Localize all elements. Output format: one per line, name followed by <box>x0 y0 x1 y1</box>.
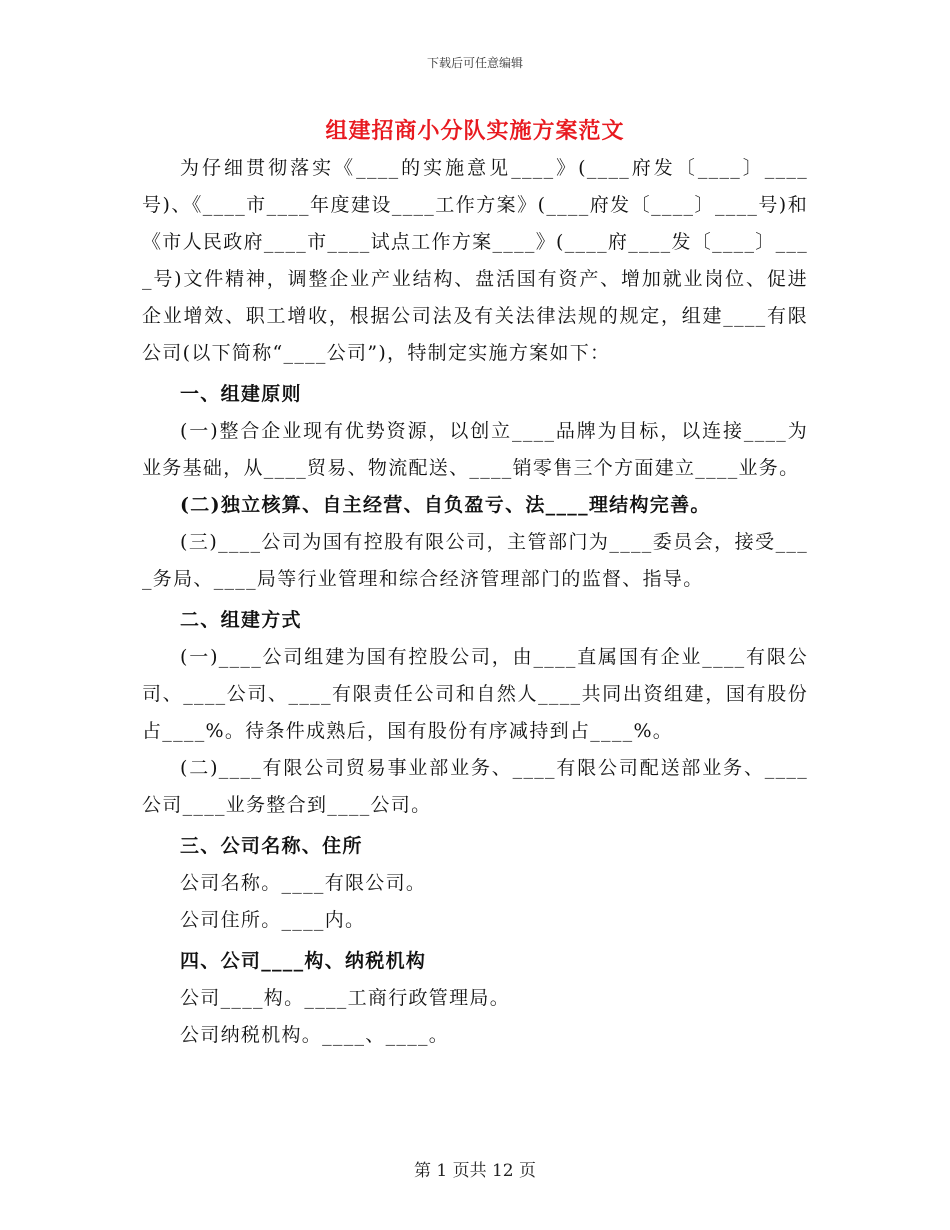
page-number-footer: 第 1 页共 12 页 <box>413 1161 537 1181</box>
section-paragraph-bold: (二)独立核算、自主经营、自负盈亏、法____理结构完善。 <box>180 494 711 516</box>
document-body <box>142 150 808 1054</box>
page-header-note: 下载后可任意编辑 <box>426 56 523 70</box>
section-registration-tax <box>142 939 808 1054</box>
document-title: 组建招商小分队实施方案范文 <box>325 118 625 144</box>
section-paragraph: 公司____构。____工商行政管理局。 <box>180 987 511 1009</box>
section-heading: 四、公司____构、纳税机构 <box>180 950 427 972</box>
section-paragraph: 公司纳税机构。____、____。 <box>180 1024 450 1046</box>
section-heading: 二、组建方式 <box>180 609 302 631</box>
section-paragraph: 公司名称。____有限公司。 <box>180 872 427 894</box>
section-principles <box>142 372 808 598</box>
section-name-address <box>142 824 808 939</box>
section-paragraph: (一)整合企业现有优势资源，以创立____品牌为目标，以连接____为业务基础，从____贸易、物流配送、____销零售三个方面建立____业务。 <box>142 420 808 479</box>
section-method <box>142 598 808 824</box>
section-paragraph: (一)____公司组建为国有控股公司，由____直属国有企业____有限公司、____公司、____有限责任公司和自然人____共同出资组建，国有股份占____%。待条件成熟后，国有股份有序减持到占____%。 <box>142 646 808 742</box>
section-heading: 一、组建原则 <box>180 383 302 405</box>
section-paragraph: (二)____有限公司贸易事业部业务、____有限公司配送部业务、____公司____业务整合到____公司。 <box>142 757 808 816</box>
intro-paragraph: 为仔细贯彻落实《____的实施意见____》(____府发〔____〕____号)、《____市____年度建设____工作方案》(____府发〔____〕____号)和《市人民政府____市____试点工作方案____》(____府____发〔____〕____号)文件精神，调整企业产业结构、盘活国有资产、增加就业岗位、促进企业增效、职工增收，根据公司法及有关法律法规的规定，组建____有限公司(以下简称“____公司”)，特制定实施方案如下： <box>142 157 808 364</box>
section-paragraph: (三)____公司为国有控股有限公司，主管部门为____委员会，接受____务局、____局等行业管理和综合经济管理部门的监督、指导。 <box>142 531 808 590</box>
section-heading: 三、公司名称、住所 <box>180 835 363 857</box>
section-paragraph: 公司住所。____内。 <box>180 909 366 931</box>
